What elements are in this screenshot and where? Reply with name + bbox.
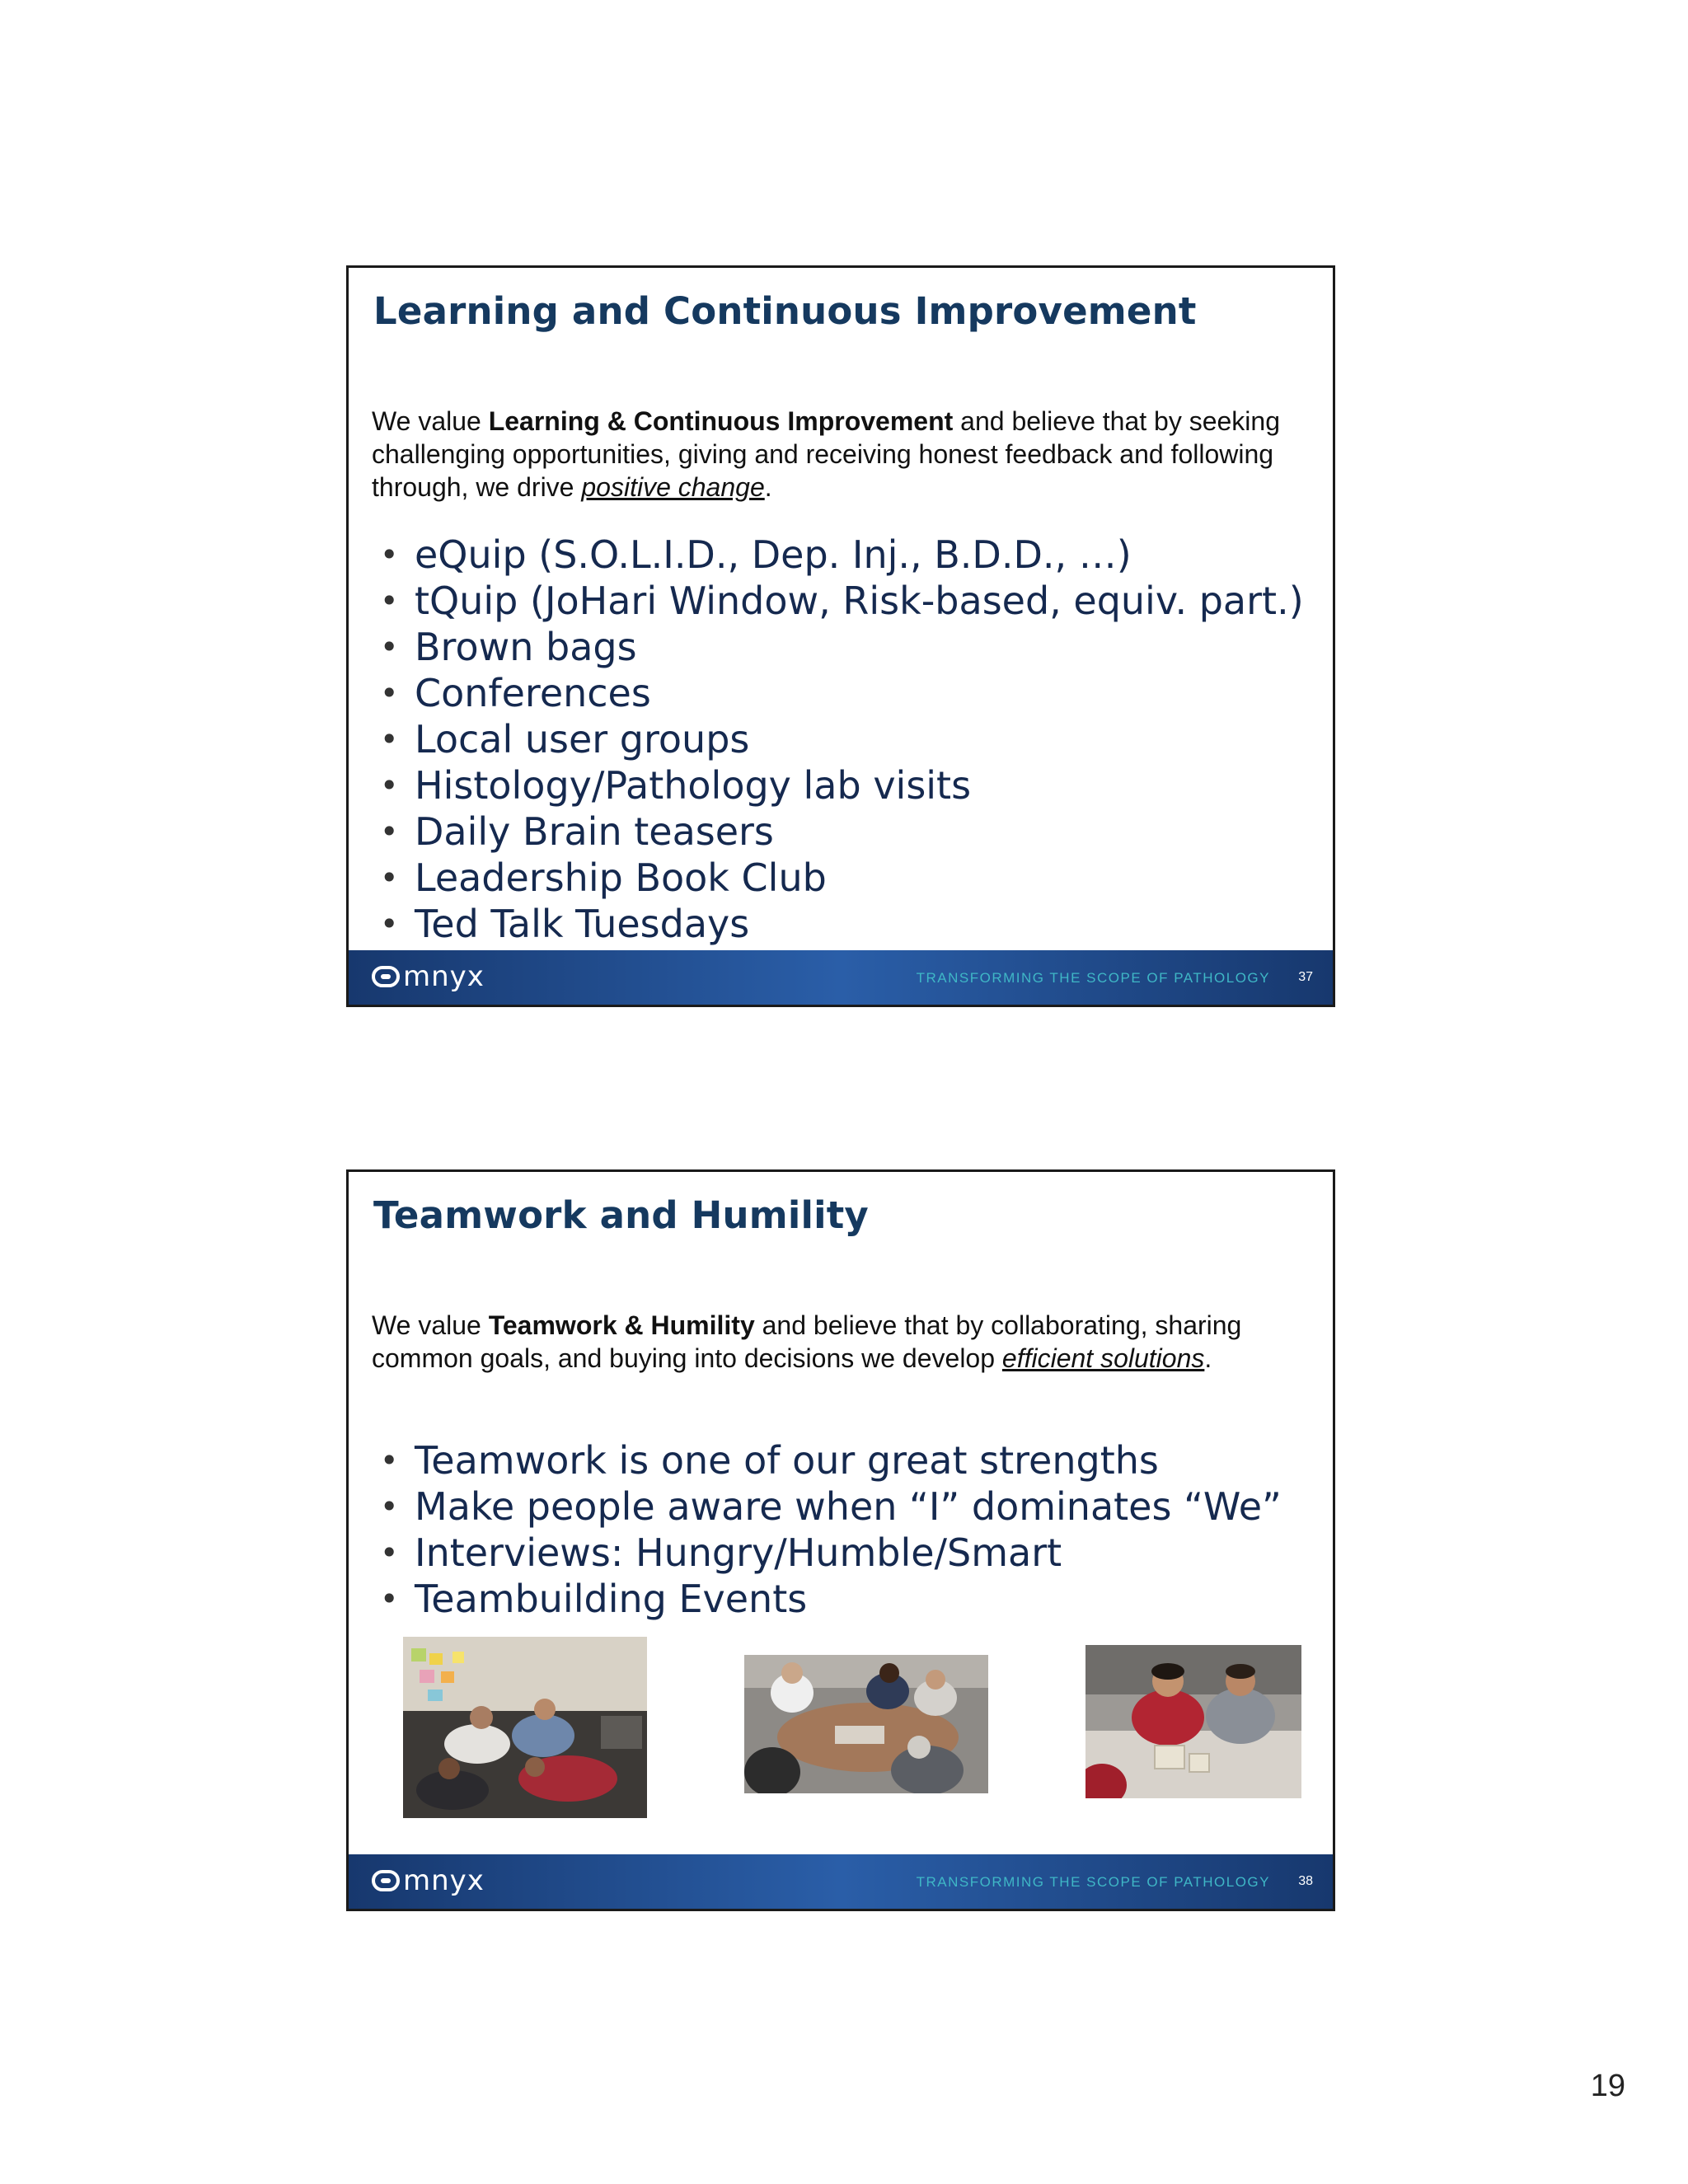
intro-emphasis: positive change [581, 472, 765, 502]
bullet-item: • Ted Talk Tuesdays [380, 901, 1316, 947]
intro-emphasis: efficient solutions [1001, 1343, 1205, 1373]
bullet-item: • Teamwork is one of our great strengths [380, 1437, 1316, 1483]
photo-illustration [403, 1637, 647, 1818]
bullet-item: • Conferences [380, 670, 1316, 716]
slide-footer [349, 950, 1333, 1005]
bullet-list [380, 532, 1316, 947]
slide-learning [346, 265, 1335, 1007]
intro-text: . [1204, 1343, 1212, 1373]
bullet-list [380, 1437, 1316, 1622]
teambuilding-photo-3 [1085, 1645, 1301, 1798]
logo-o-icon [372, 966, 400, 987]
slide-intro [372, 1309, 1308, 1375]
teambuilding-photo-1 [403, 1637, 647, 1818]
page-number: 19 [1590, 2069, 1625, 2103]
slide-title: Teamwork and Humility [373, 1193, 869, 1237]
intro-text: We value [372, 1310, 489, 1340]
bullet-item: • Make people aware when “I” dominates “We” [380, 1483, 1316, 1530]
intro-text: and believe that by seeking challenging opportunities, giving and receiving honest feedback and following through, we drive [372, 406, 1280, 502]
bullet-item: • Brown bags [380, 624, 1316, 670]
bullet-item: • Local user groups [380, 716, 1316, 762]
slide-footer [349, 1854, 1333, 1909]
bullet-item: • Daily Brain teasers [380, 808, 1316, 855]
footer-tagline: TRANSFORMING THE SCOPE OF PATHOLOGY [916, 970, 1270, 986]
omnyx-logo [372, 960, 485, 993]
teambuilding-photo-2 [744, 1655, 988, 1793]
logo-text: mnyx [403, 1864, 485, 1897]
footer-tagline: TRANSFORMING THE SCOPE OF PATHOLOGY [916, 1874, 1270, 1890]
slide-intro [372, 405, 1308, 504]
intro-text: We value [372, 406, 489, 436]
intro-text: and believe that by collaborating, sharing common goals, and buying into decisions we develop [372, 1310, 1242, 1373]
bullet-item: • Interviews: Hungry/Humble/Smart [380, 1530, 1316, 1576]
bullet-item: • eQuip (S.O.L.I.D., Dep. Inj., B.D.D., …) [380, 532, 1316, 578]
logo-o-icon [372, 1870, 400, 1891]
intro-text: . [764, 472, 772, 502]
slide-number: 38 [1298, 1874, 1313, 1888]
photo-illustration [744, 1655, 988, 1793]
bullet-item: • Leadership Book Club [380, 855, 1316, 901]
photo-illustration [1085, 1645, 1301, 1798]
logo-text: mnyx [403, 960, 485, 993]
omnyx-logo [372, 1864, 485, 1897]
intro-bold: Teamwork & Humility [488, 1310, 755, 1340]
bullet-item: • Teambuilding Events [380, 1576, 1316, 1622]
bullet-item: • Histology/Pathology lab visits [380, 762, 1316, 808]
bullet-item: • tQuip (JoHari Window, Risk-based, equiv. part.) [380, 578, 1316, 624]
slide-number: 37 [1298, 970, 1313, 984]
slide-teamwork [346, 1169, 1335, 1911]
slide-title: Learning and Continuous Improvement [373, 289, 1197, 333]
intro-bold: Learning & Continuous Improvement [488, 406, 954, 436]
